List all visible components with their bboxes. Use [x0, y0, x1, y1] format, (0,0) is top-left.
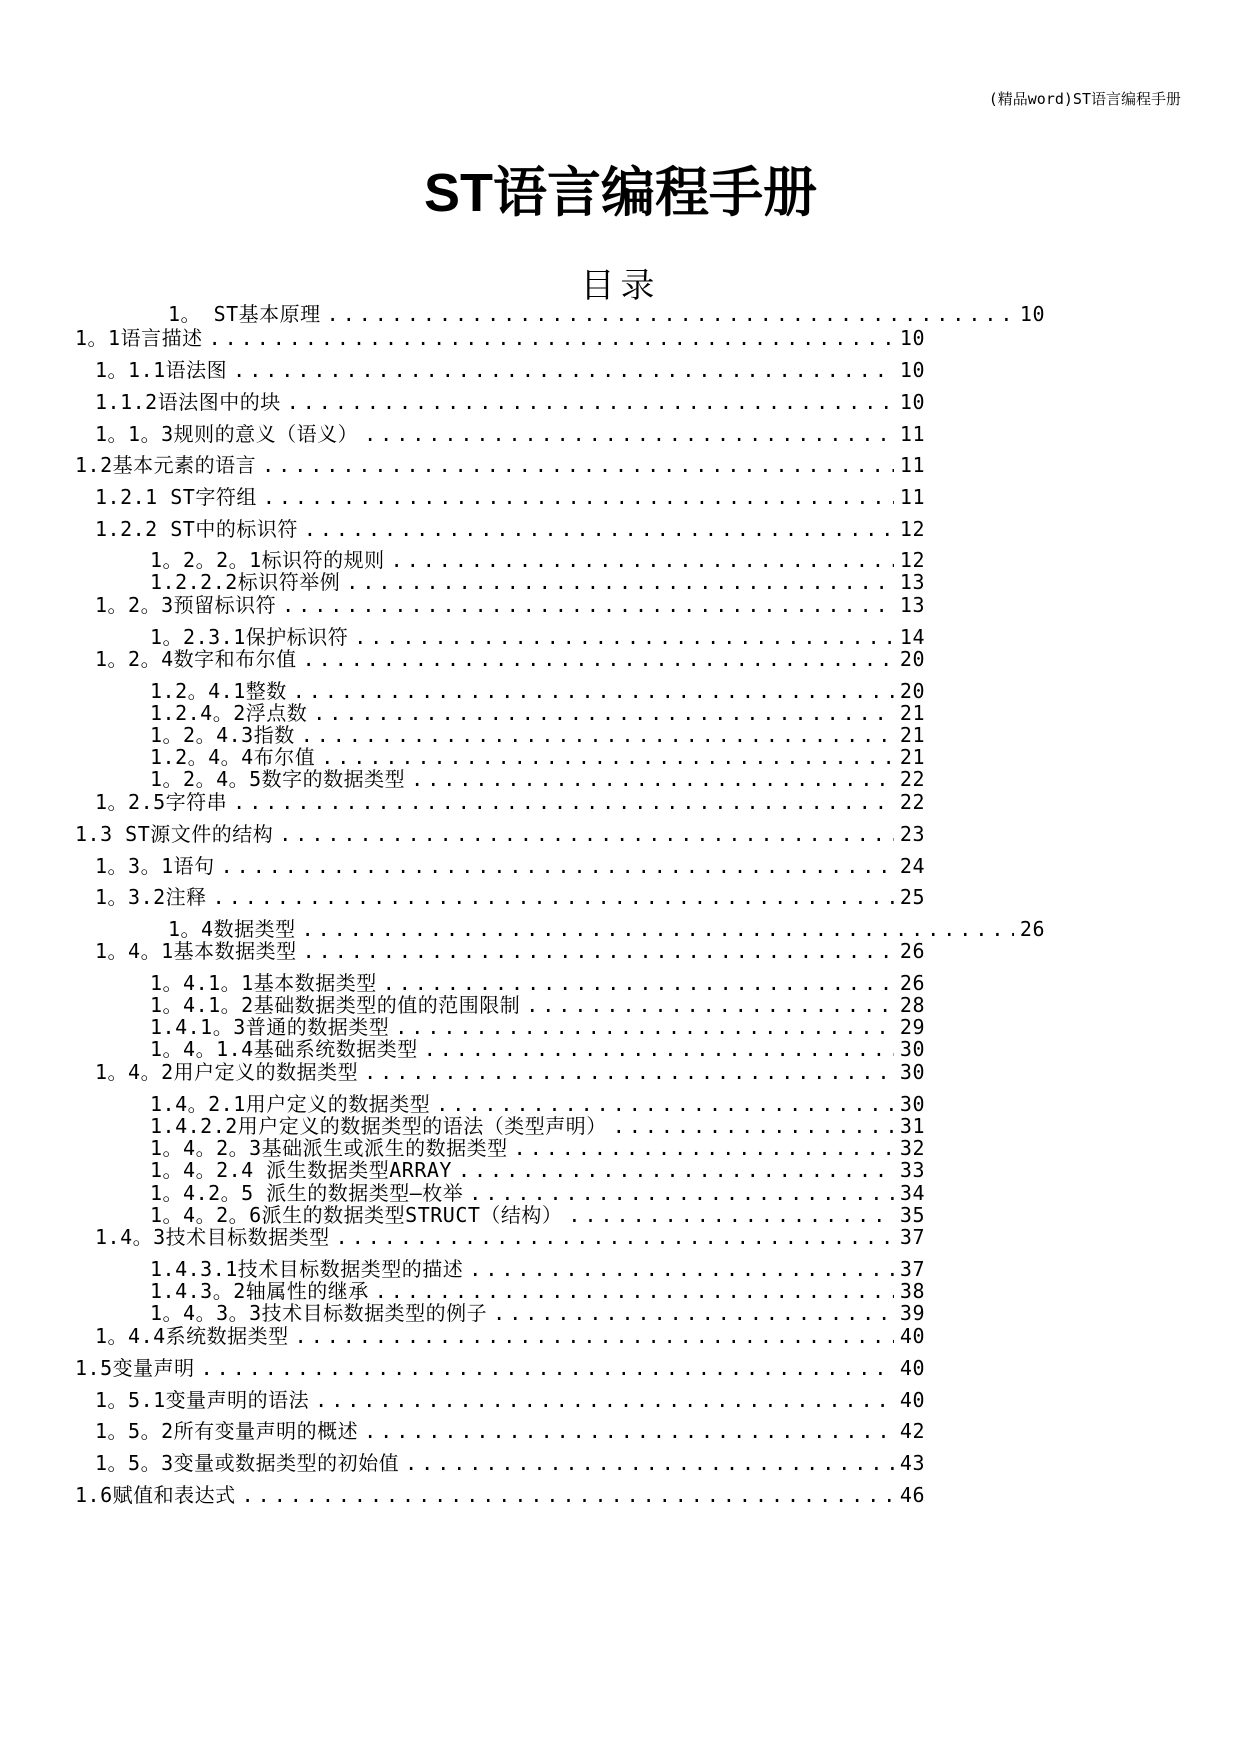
- toc-entry-page: 46: [899, 1483, 925, 1507]
- toc-leader-dots: [391, 548, 894, 572]
- toc-entry-page: 12: [899, 517, 925, 541]
- toc-leader-dots: [469, 1181, 894, 1205]
- toc-leader-dots: [364, 1060, 894, 1084]
- toc-entry: [150, 1092, 925, 1116]
- toc-entry: [95, 939, 925, 963]
- toc-entry: [95, 422, 925, 446]
- toc-entry: [168, 917, 1045, 941]
- toc-entry-page: 26: [899, 971, 925, 995]
- toc-entry: [150, 1136, 925, 1160]
- toc-entry: [95, 647, 925, 671]
- toc-entry: [95, 885, 925, 909]
- toc-entry: [95, 1225, 925, 1249]
- toc-entry: [150, 1203, 925, 1227]
- toc-leader-dots: [279, 822, 894, 846]
- toc-entry-page: 42: [899, 1419, 925, 1443]
- toc-entry-label: 1。4。2用户定义的数据类型: [95, 1060, 359, 1084]
- toc-entry: [95, 485, 925, 509]
- toc-entry-label: 1.1.2语法图中的块: [95, 390, 281, 414]
- toc-entry: [150, 767, 925, 791]
- toc-entry-page: 34: [899, 1181, 925, 1205]
- toc-entry-label: 1。4。2。6派生的数据类型STRUCT（结构）: [150, 1203, 563, 1227]
- toc-entry: [150, 1301, 925, 1325]
- toc-entry: [150, 1114, 925, 1138]
- toc-entry-label: 1。4.4系统数据类型: [95, 1324, 289, 1348]
- toc-entry-label: 1.5变量声明: [75, 1356, 195, 1380]
- toc-entry-label: 1。4。2。3基础派生或派生的数据类型: [150, 1136, 508, 1160]
- toc-entry: [95, 358, 925, 382]
- toc-entry-page: 40: [899, 1356, 925, 1380]
- toc-entry-label: 1。2。2。1标识符的规则: [150, 548, 385, 572]
- toc-entry-page: 23: [899, 822, 925, 846]
- toc-leader-dots: [383, 971, 894, 995]
- toc-leader-dots: [242, 1483, 894, 1507]
- toc-leader-dots: [336, 1225, 894, 1249]
- toc-entry-page: 30: [899, 1060, 925, 1084]
- toc-entry-page: 39: [899, 1301, 925, 1325]
- toc-leader-dots: [346, 570, 894, 594]
- toc-entry: [150, 1181, 925, 1205]
- toc-entry-label: 1。3.2注释: [95, 885, 207, 909]
- toc-entry-page: 31: [899, 1114, 925, 1138]
- toc-entry-label: 1.4.2.2用户定义的数据类型的语法（类型声明）: [150, 1114, 607, 1138]
- toc-leader-dots: [201, 1356, 894, 1380]
- toc-entry-label: 1.4.1。3普通的数据类型: [150, 1015, 390, 1039]
- toc-entry-label: 1。3。1语句: [95, 854, 215, 878]
- toc-leader-dots: [233, 358, 894, 382]
- toc-entry-page: 30: [899, 1092, 925, 1116]
- toc-entry-page: 21: [899, 701, 925, 725]
- toc-entry-label: 1.2.4。2浮点数: [150, 701, 308, 725]
- toc-entry-label: 1。4.1。2基础数据类型的值的范围限制: [150, 993, 521, 1017]
- toc-entry: [150, 1037, 925, 1061]
- toc-entry-label: 1。5.1变量声明的语法: [95, 1388, 310, 1412]
- toc-entry-label: 1.4。2.1用户定义的数据类型: [150, 1092, 431, 1116]
- toc-entry-label: 1。4。2.4 派生数据类型ARRAY: [150, 1158, 452, 1182]
- toc-entry-label: 1。1.1语法图: [95, 358, 228, 382]
- toc-entry: [150, 745, 925, 769]
- toc-entry-label: 1.2。4。4布尔值: [150, 745, 316, 769]
- toc-entry-page: 24: [899, 854, 925, 878]
- toc-leader-dots: [221, 854, 894, 878]
- toc-entry-page: 37: [899, 1257, 925, 1281]
- toc-entry-label: 1。5。3变量或数据类型的初始值: [95, 1451, 400, 1475]
- toc-entry-label: 1。4。3。3技术目标数据类型的例子: [150, 1301, 488, 1325]
- toc-leader-dots: [209, 326, 894, 350]
- toc-leader-dots: [424, 1037, 894, 1061]
- toc-entry: [95, 854, 925, 878]
- toc-leader-dots: [262, 453, 894, 477]
- toc-entry: [75, 1356, 925, 1380]
- toc-leader-dots: [395, 1015, 894, 1039]
- toc-entry-label: 1。1语言描述: [75, 326, 203, 350]
- toc-leader-dots: [375, 1279, 894, 1303]
- toc-entry-page: 10: [1019, 302, 1045, 326]
- toc-entry-page: 11: [899, 453, 925, 477]
- toc-leader-dots: [303, 939, 894, 963]
- toc-entry-label: 1.2.1 ST字符组: [95, 485, 257, 509]
- toc-leader-dots: [302, 917, 1014, 941]
- toc-entry-page: 22: [899, 767, 925, 791]
- toc-entry-page: 11: [899, 485, 925, 509]
- toc-entry: [95, 390, 925, 414]
- toc-leader-dots: [411, 767, 894, 791]
- toc-entry: [95, 1451, 925, 1475]
- toc-entry: [150, 993, 925, 1017]
- toc-entry: [168, 302, 1045, 326]
- toc-leader-dots: [315, 1388, 894, 1412]
- toc-entry-page: 21: [899, 745, 925, 769]
- toc-entry-label: 1。 ST基本原理: [168, 302, 321, 326]
- toc-entry-label: 1。4.1。1基本数据类型: [150, 971, 377, 995]
- toc-entry-label: 1.6赋值和表达式: [75, 1483, 236, 1507]
- toc-leader-dots: [493, 1301, 894, 1325]
- toc-entry-page: 21: [899, 723, 925, 747]
- toc-leader-dots: [295, 1324, 894, 1348]
- toc-entry: [150, 625, 925, 649]
- toc-entry-page: 20: [899, 679, 925, 703]
- toc-entry-label: 1。2。4。5数字的数据类型: [150, 767, 406, 791]
- toc-leader-dots: [213, 885, 894, 909]
- toc-leader-dots: [514, 1136, 894, 1160]
- toc-entry-page: 40: [899, 1388, 925, 1412]
- toc-entry-page: 40: [899, 1324, 925, 1348]
- toc-leader-dots: [313, 701, 894, 725]
- toc-entry-label: 1。2.5字符串: [95, 790, 228, 814]
- toc-entry: [95, 1060, 925, 1084]
- toc-entry-page: 29: [899, 1015, 925, 1039]
- toc-entry: [95, 593, 925, 617]
- toc-leader-dots: [364, 422, 894, 446]
- toc-leader-dots: [568, 1203, 893, 1227]
- toc-entry-page: 12: [899, 548, 925, 572]
- toc-leader-dots: [301, 723, 894, 747]
- toc-entry-label: 1.2。4.1整数: [150, 679, 287, 703]
- toc-entry-label: 1.2.2.2标识符举例: [150, 570, 341, 594]
- toc-entry-page: 14: [899, 625, 925, 649]
- toc-entry-label: 1。4.2。5 派生的数据类型—枚举: [150, 1181, 464, 1205]
- toc-entry-page: 13: [899, 570, 925, 594]
- toc-entry-page: 43: [899, 1451, 925, 1475]
- toc-entry: [150, 1015, 925, 1039]
- toc-entry-page: 26: [1019, 917, 1045, 941]
- toc-leader-dots: [613, 1114, 894, 1138]
- document-title: ST语言编程手册: [423, 163, 817, 223]
- toc-entry-label: 1。2.3.1保护标识符: [150, 625, 349, 649]
- toc-leader-dots: [364, 1419, 894, 1443]
- toc-leader-dots: [469, 1257, 894, 1281]
- toc-entry: [95, 1324, 925, 1348]
- toc-entry-label: 1。2。4数字和布尔值: [95, 647, 297, 671]
- page-header: (精品word)ST语言编程手册: [988, 90, 1181, 108]
- toc-entry-page: 33: [899, 1158, 925, 1182]
- toc-heading: 目录: [580, 266, 661, 306]
- toc-leader-dots: [458, 1158, 894, 1182]
- toc-entry: [75, 326, 925, 350]
- toc-entry-page: 35: [899, 1203, 925, 1227]
- toc-entry-label: 1.2.2 ST中的标识符: [95, 517, 298, 541]
- toc-entry-page: 20: [899, 647, 925, 671]
- toc-leader-dots: [321, 745, 894, 769]
- toc-leader-dots: [282, 593, 894, 617]
- toc-entry-page: 13: [899, 593, 925, 617]
- toc-leader-dots: [436, 1092, 894, 1116]
- toc-entry-label: 1。2。4.3指数: [150, 723, 295, 747]
- toc-entry-page: 38: [899, 1279, 925, 1303]
- toc-leader-dots: [526, 993, 894, 1017]
- toc-entry-label: 1。5。2所有变量声明的概述: [95, 1419, 359, 1443]
- toc-entry: [150, 570, 925, 594]
- toc-entry: [95, 1419, 925, 1443]
- toc-entry: [150, 679, 925, 703]
- toc-entry-label: 1。1。3规则的意义（语义）: [95, 422, 359, 446]
- toc-leader-dots: [293, 679, 894, 703]
- toc-leader-dots: [287, 390, 894, 414]
- toc-leader-dots: [354, 625, 894, 649]
- toc-entry: [95, 1388, 925, 1412]
- toc-entry: [150, 1257, 925, 1281]
- toc-leader-dots: [263, 485, 894, 509]
- toc-entry: [150, 1279, 925, 1303]
- toc-entry: [150, 548, 925, 572]
- toc-leader-dots: [304, 517, 894, 541]
- toc-entry-page: 32: [899, 1136, 925, 1160]
- toc-entry: [75, 1483, 925, 1507]
- toc-leader-dots: [233, 790, 894, 814]
- toc-entry-label: 1.4.3.1技术目标数据类型的描述: [150, 1257, 464, 1281]
- toc-entry-page: 28: [899, 993, 925, 1017]
- toc-entry-label: 1.4.3。2轴属性的继承: [150, 1279, 369, 1303]
- toc-entry-page: 10: [899, 358, 925, 382]
- toc-leader-dots: [405, 1451, 894, 1475]
- toc-entry: [150, 971, 925, 995]
- toc-entry-page: 25: [899, 885, 925, 909]
- toc-entry-page: 22: [899, 790, 925, 814]
- toc-leader-dots: [303, 647, 894, 671]
- toc-entry: [75, 822, 925, 846]
- toc-entry-page: 30: [899, 1037, 925, 1061]
- toc-entry: [150, 1158, 925, 1182]
- toc-entry-label: 1.2基本元素的语言: [75, 453, 257, 477]
- toc-entry: [75, 453, 925, 477]
- toc-entry-page: 26: [899, 939, 925, 963]
- toc-entry: [95, 517, 925, 541]
- toc-entry-label: 1。4。1.4基础系统数据类型: [150, 1037, 418, 1061]
- toc-entry-page: 10: [899, 326, 925, 350]
- toc-entry-label: 1.4。3技术目标数据类型: [95, 1225, 330, 1249]
- toc-entry-label: 1。4。1基本数据类型: [95, 939, 297, 963]
- toc-entry-label: 1.3 ST源文件的结构: [75, 822, 274, 846]
- toc-entry: [150, 701, 925, 725]
- toc-entry: [150, 723, 925, 747]
- toc-entry-page: 10: [899, 390, 925, 414]
- toc-leader-dots: [327, 302, 1014, 326]
- toc-entry-page: 11: [899, 422, 925, 446]
- toc-entry-label: 1。4数据类型: [168, 917, 296, 941]
- toc-entry: [95, 790, 925, 814]
- toc-entry-page: 37: [899, 1225, 925, 1249]
- toc-entry-label: 1。2。3预留标识符: [95, 593, 277, 617]
